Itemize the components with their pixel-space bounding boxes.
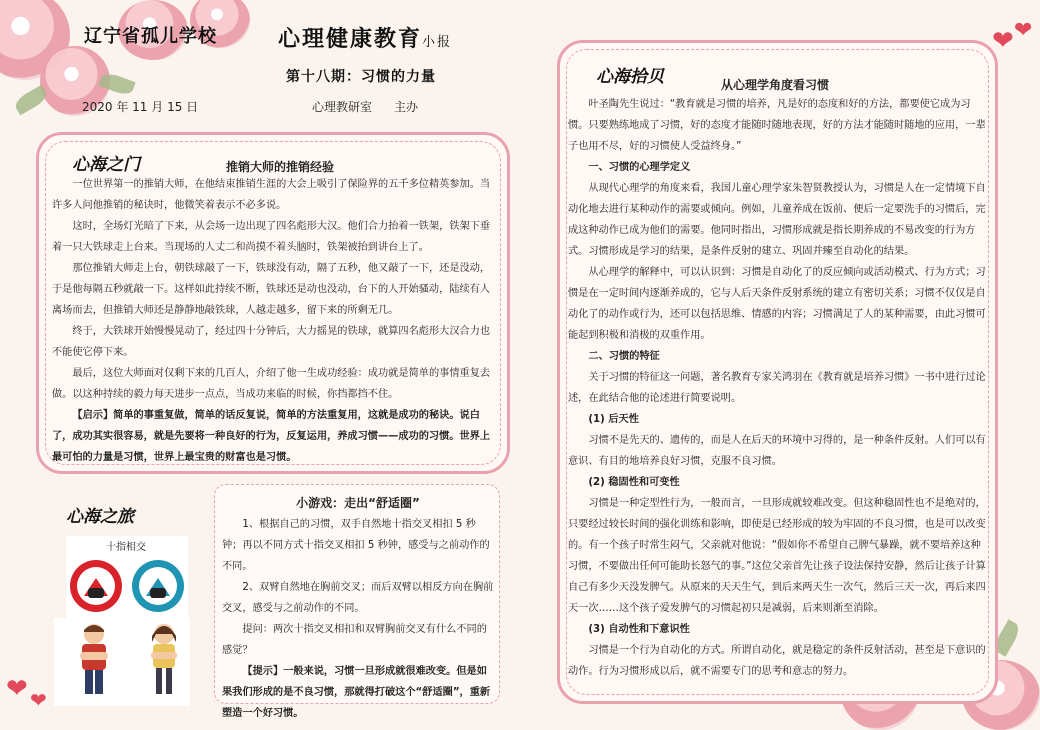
heart-icon: ❤ bbox=[1014, 18, 1033, 43]
paragraph: 一位世界第一的推销大师，在他结束推销生涯的大会上吸引了保险界的五千多位精英参加。当许多人问他推销的秘诀时，他微笑着表示不必多说。 bbox=[52, 179, 491, 211]
heading: 二、习惯的特征 bbox=[588, 351, 660, 362]
issue-date: 2020 年 11 月 15 日 bbox=[82, 100, 199, 114]
section-title: 心海拾贝 bbox=[592, 62, 668, 87]
interlocked-hands-icon bbox=[132, 560, 184, 612]
section-title: 心海之旅 bbox=[66, 507, 134, 527]
paragraph: 关于习惯的特征这一问题，著名教育专家关鸿羽在《教育就是培养习惯》一书中进行过论述，在此结合他的论述进行简要说明。 bbox=[568, 372, 986, 404]
article-body bbox=[52, 174, 494, 468]
heart-icon: ❤ bbox=[992, 26, 1014, 56]
sponsor: 心理教研室 主办 bbox=[312, 100, 419, 114]
game-body bbox=[222, 514, 494, 724]
article-title: 从心理学角度看习惯 bbox=[720, 78, 829, 92]
article-title: 推销大师的推销经验 bbox=[225, 160, 334, 174]
figure-caption: 十指相交 bbox=[68, 540, 184, 556]
leaf-decoration bbox=[12, 85, 49, 116]
section-title: 心海之门 bbox=[68, 150, 144, 175]
game-title: 小游戏：走出“舒适圈” bbox=[296, 496, 420, 510]
school-name: 辽宁省孤儿学校 bbox=[84, 26, 217, 47]
girl-crossed-arms-icon bbox=[146, 622, 182, 704]
paragraph: 终于，大铁球开始慢慢晃动了，经过四十分钟后，大力摇晃的铁球，就算四名彪形大汉合力也不能使它停下来。 bbox=[52, 326, 491, 358]
tip: 【提示】一般来说，习惯一旦形成就很难改变。但是如果我们形成的是不良习惯，那就得打破这个“舒适圈”，重新塑造一个好习惯。 bbox=[222, 666, 491, 719]
paragraph: 1、根据自己的习惯，双手自然地十指交叉相扣 5 秒钟；再以不同方式十指交叉相扣 5 秒钟，感受与之前动作的不同。 bbox=[222, 519, 490, 572]
paragraph: 最后，这位大师面对仅剩下来的几百人，介绍了他一生成功经验：成功就是简单的事情重复去做。以这种持续的毅力每天进步一点点，当成功来临的时候，你挡都挡不住。 bbox=[52, 368, 491, 400]
boy-crossed-arms-icon bbox=[76, 622, 112, 704]
heart-icon: ❤ bbox=[6, 674, 28, 704]
paragraph: 从心理学的解释中，可以认识到：习惯是自动化了的反应倾向或活动模式、行为方式；习惯是在一定时间内逐渐养成的，它与人后天条件反射系统的建立有密切关系；习惯不仅仅是自动化了的动作或行为，还可以包括思维、情感的内容；习惯满足了人的某种需要，由此习惯可能起到积极和消极的双重作用。 bbox=[568, 267, 986, 341]
paragraph: 从现代心理学的角度来看，我国儿童心理学家朱智贤教授认为，习惯是人在一定情境下自动化地去进行某种动作的需要或倾向。例如，儿童养成在饭前、便后一定要洗手的习惯后，完成这种动作已成为他们的需要。他同时指出，习惯形成就是指长期养成的不易改变的行为方式。习惯形成是学习的结果，是条件反射的建立、巩固并臻至自动化的结果。 bbox=[568, 183, 986, 257]
heading: (2) 稳固性和可变性 bbox=[588, 477, 680, 488]
heart-icon: ❤ bbox=[30, 688, 47, 712]
insight: 【启示】简单的事重复做，简单的话反复说，简单的方法重复用，这就是成功的秘诀。说白了，成功其实很容易，就是先要将一种良好的行为，反复运用，养成习惯——成功的习惯。世界上最可怕的力量是习惯，世界上最宝贵的财富也是习惯。 bbox=[52, 410, 491, 463]
interlocked-hands-icon bbox=[70, 560, 122, 612]
page-title: 心理健康教育小报 bbox=[278, 27, 453, 52]
heading: (3) 自动性和下意识性 bbox=[588, 624, 690, 635]
paragraph: 习惯是一个行为自动化的方式。所谓自动化，就是稳定的条件反射活动，甚至是下意识的动作。行为习惯形成以后，就不需要专门的思考和意志的努力。 bbox=[568, 645, 986, 677]
paragraph: 这时，全场灯光暗了下来，从会场一边出现了四名彪形大汉。他们合力抬着一铁架，铁架下垂着一只大铁球走上台来。当现场的人丈二和尚摸不着头脑时，铁架被抬到讲台上了。 bbox=[52, 221, 491, 253]
paragraph: 叶圣陶先生说过：“教育就是习惯的培养，凡是好的态度和好的方法，都要使它成为习惯。只要熟练地成了习惯，好的态度才能随时随地表现，好的方法才能随时随地的应用，一辈子也用不尽，好的习惯使人受益终身。” bbox=[568, 99, 986, 152]
issue-title: 第十八期：习惯的力量 bbox=[286, 69, 436, 85]
heading: (1) 后天性 bbox=[588, 414, 639, 425]
paragraph: 习惯是一种定型性行为，一般而言，一旦形成就较难改变。但这种稳固性也不是绝对的，只要经过较长时间的强化训练和影响，即使是已经形成的较为牢固的不良习惯，也是可以改变的。有一个孩子时常生闷气，父亲就对他说：“假如你不希望自己脾气暴躁，就不要培养这种习惯，不要做出任何可能助长怒气的事。”这位父亲首先让孩子设法保持安静，然后让孩子计算自己有多少天没发脾气。从原来的天天生气，到后来两天生一次气，然后三天一次，再后来四天一次……这个孩子爱发脾气的习惯起初只是减弱，后来则渐至消除。 bbox=[568, 498, 986, 614]
paragraph: 2、双臂自然地在胸前交叉；而后双臂以相反方向在胸前交叉，感受与之前动作的不同。 bbox=[222, 582, 494, 614]
paragraph: 那位推销大师走上台，朝铁球敲了一下，铁球没有动，隔了五秒，他又敲了一下，还是没动，于是他每隔五秒就敲一下。这样如此持续不断，铁球还是动也没动，台下的人开始骚动，陆续有人离场而去，但推销大师还是静静地敲铁球，人越走越多，留下来的所剩无几。 bbox=[52, 263, 491, 316]
heading: 一、习惯的心理学定义 bbox=[588, 162, 691, 173]
article-body bbox=[568, 94, 986, 682]
paragraph: 提问：两次十指交叉相扣和双臂胸前交叉有什么不同的感觉？ bbox=[222, 624, 487, 656]
paragraph: 习惯不是先天的、遗传的，而是人在后天的环境中习得的，是一种条件反射。人们可以有意识、有目的地培养良好习惯，克服不良习惯。 bbox=[568, 435, 986, 467]
